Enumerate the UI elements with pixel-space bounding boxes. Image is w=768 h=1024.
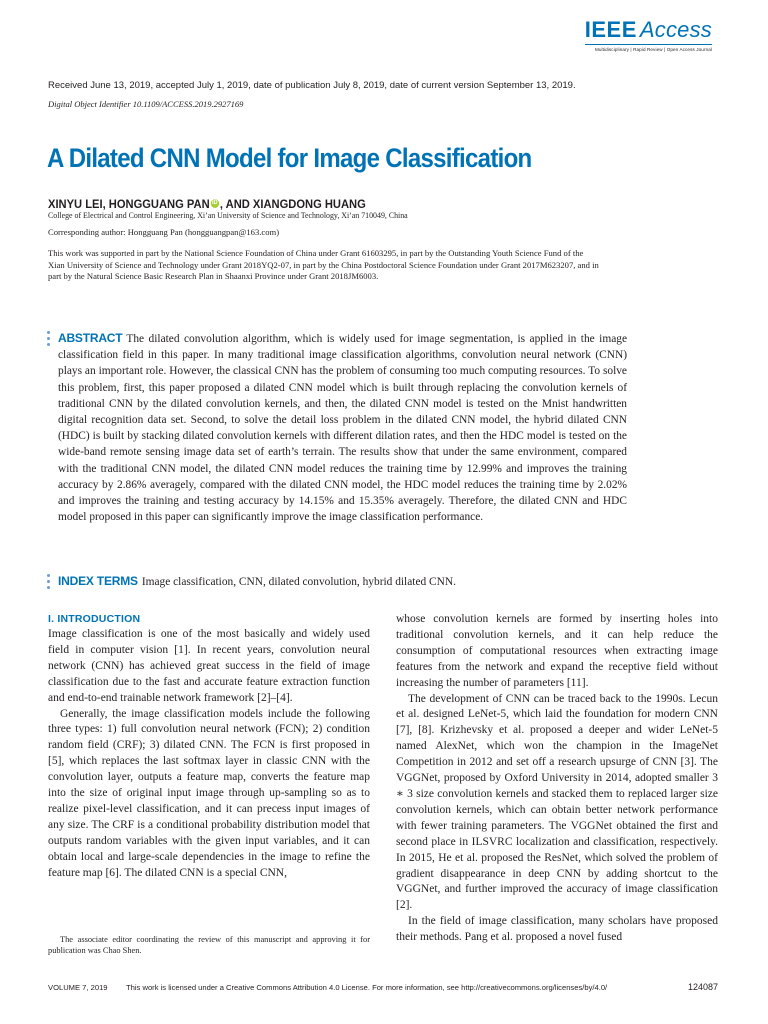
- authors-part-2: , AND XIANGDONG HUANG: [219, 197, 366, 211]
- received-dates: Received June 13, 2019, accepted July 1, 2019, date of publication July 8, 2019, date of current version September 13, 2019.: [48, 80, 576, 91]
- index-terms-text: Image classification, CNN, dilated convolution, hybrid dilated CNN.: [141, 576, 456, 588]
- logo-tagline: Multidisciplinary | Rapid Review | Open Access Journal: [594, 47, 712, 52]
- volume-label: VOLUME 7, 2019: [48, 983, 108, 992]
- abstract-label: ABSTRACT: [58, 331, 123, 345]
- abstract-text: The dilated convolution algorithm, which is widely used for image segmentation, is applied in the image classification field in this paper. In many traditional image classification algorithms, convolution neural network (CNN) plays an important role. However, the classical CNN has the problem of consuming too much computing resources. To solve this problem, first, this paper proposed a dilated CNN model which is built through replacing the convolution kernels of traditional CNN by the dilated convolution kernels, and then, the dilated CNN model is tested on the Mnist handwritten digital recognition data set. Second, to solve the detail loss problem in the dilated CNN model, the hybrid dilated CNN (HDC) is built by stacking dilated convolution kernels with different dilation rates, and then the HDC model is tested on the wide-band remote sensing image data set of earth’s terrain. The results show that under the same environment, compared with the traditional CNN model, the dilated CNN model reduces the training time by 12.99% and improves the training accuracy by 2.86% averagely, compared with the dilated CNN model, the HDC model reduces the training time by 2.02% and improves the training and testing accuracy by 14.15% and 15.35% averagely. Therefore, the dilated CNN and HDC model proposed in this paper can significantly improve the image classification performance.: [58, 333, 627, 524]
- logo-ieee: IEEE: [584, 17, 637, 42]
- section-heading: I. INTRODUCTION: [48, 613, 141, 625]
- abstract: [58, 330, 627, 525]
- doi: Digital Object Identifier 10.1109/ACCESS.2019.2927169: [48, 99, 244, 109]
- footnote: The associate editor coordinating the review of this manuscript and approving it for publication was Chao Shen.: [48, 935, 370, 955]
- author-list: [48, 197, 366, 211]
- logo-access: Access: [639, 17, 712, 42]
- paper-title: A Dilated CNN Model for Image Classification: [47, 143, 532, 173]
- paragraph: whose convolution kernels are formed by inserting holes into traditional convolution kernels, and it can help reduce the consumption of computational resources when extracting image features from the network and expand the receptive field without increasing the number of parameters [11].: [396, 613, 718, 689]
- journal-logo: [585, 18, 712, 52]
- orcid-icon[interactable]: iD: [211, 200, 218, 206]
- body-column-left: [48, 612, 370, 882]
- authors-part-1: XINYU LEI, HONGGUANG PAN: [48, 197, 210, 211]
- index-terms: [58, 573, 456, 590]
- index-terms-dots-icon: [47, 574, 50, 592]
- funding-statement: This work was supported in part by the National Science Foundation of China under Grant 61603295, in part by the Outstanding Youth Science Fund of the Xian University of Science and Technology under Grant 2018YQ2-07, in part by the China Postdoctoral Science Foundation under Grant 2017M623207, and in part by the Natural Science Basic Research Plan in Shaanxi Province under Grant 2018JM6003.: [48, 248, 599, 282]
- logo-wordmark: [585, 18, 712, 42]
- abstract-dots-icon: [47, 331, 50, 349]
- corresponding-author: Corresponding author: Hongguang Pan (hongguangpan@163.com): [48, 227, 280, 237]
- paragraph: The development of CNN can be traced back to the 1990s. Lecun et al. designed LeNet-5, which laid the foundation for modern CNN [7], [8]. Krizhevsky et al. proposed a deeper and wider LeNet-5 named AlexNet, which won the champion in the ImageNet Competition in 2012 and set off a research upsurge of CNN [3]. The VGGNet, proposed by Oxford University in 2014, adopted smaller 3 ∗ 3 size convolution kernels and stacked them to replaced larger size convolution kernels, which can obtain better network performance with fewer training parameters. The VGGNet obtained the first and second place in ILSVRC localization and classification, respectively. In 2015, He et al. proposed the ResNet, which solved the problem of gradient disappearance in deep CNN by adding shortcut to the VGGNet, and further improved the accuracy of image classification [2].: [396, 692, 718, 912]
- license-notice: This work is licensed under a Creative Commons Attribution 4.0 License. For more information, see http://creativecommons.org/licenses/by/4.0/: [126, 983, 608, 992]
- logo-rule: [585, 44, 712, 45]
- index-terms-label: INDEX TERMS: [58, 574, 138, 588]
- body-column-right: [396, 612, 718, 946]
- affiliation: College of Electrical and Control Engineering, Xi’an University of Science and Technology, Xi’an 710049, China: [48, 211, 408, 220]
- paragraph: Image classification is one of the most basically and widely used field in computer vision [1]. In recent years, convolution neural network (CNN) has achieved great success in the field of image classification due to the fast and accurate feature extraction function and end-to-end trainable network framework [2]–[4].: [48, 628, 370, 704]
- paragraph: In the field of image classification, many scholars have proposed their methods. Pang et al. proposed a novel fused: [396, 915, 718, 944]
- page-number: 124087: [687, 982, 718, 992]
- paragraph: Generally, the image classification models include the following three types: 1) full convolution neural network (FCN); 2) condition random field (CRF); 3) dilated CNN. The FCN is first proposed in [5], which replaces the last softmax layer in classic CNN with the convolution layer, outputs a feature map, converts the feature map into the size of original input image through up-sampling so as to realize pixel-level classification, and it can precess input images of any size. The CRF is a conditional probability distribution model that outputs random variables with the given input variables, and it can obtain local and large-scale dependencies in the image to refine the feature map [6]. The dilated CNN is a special CNN,: [48, 707, 370, 879]
